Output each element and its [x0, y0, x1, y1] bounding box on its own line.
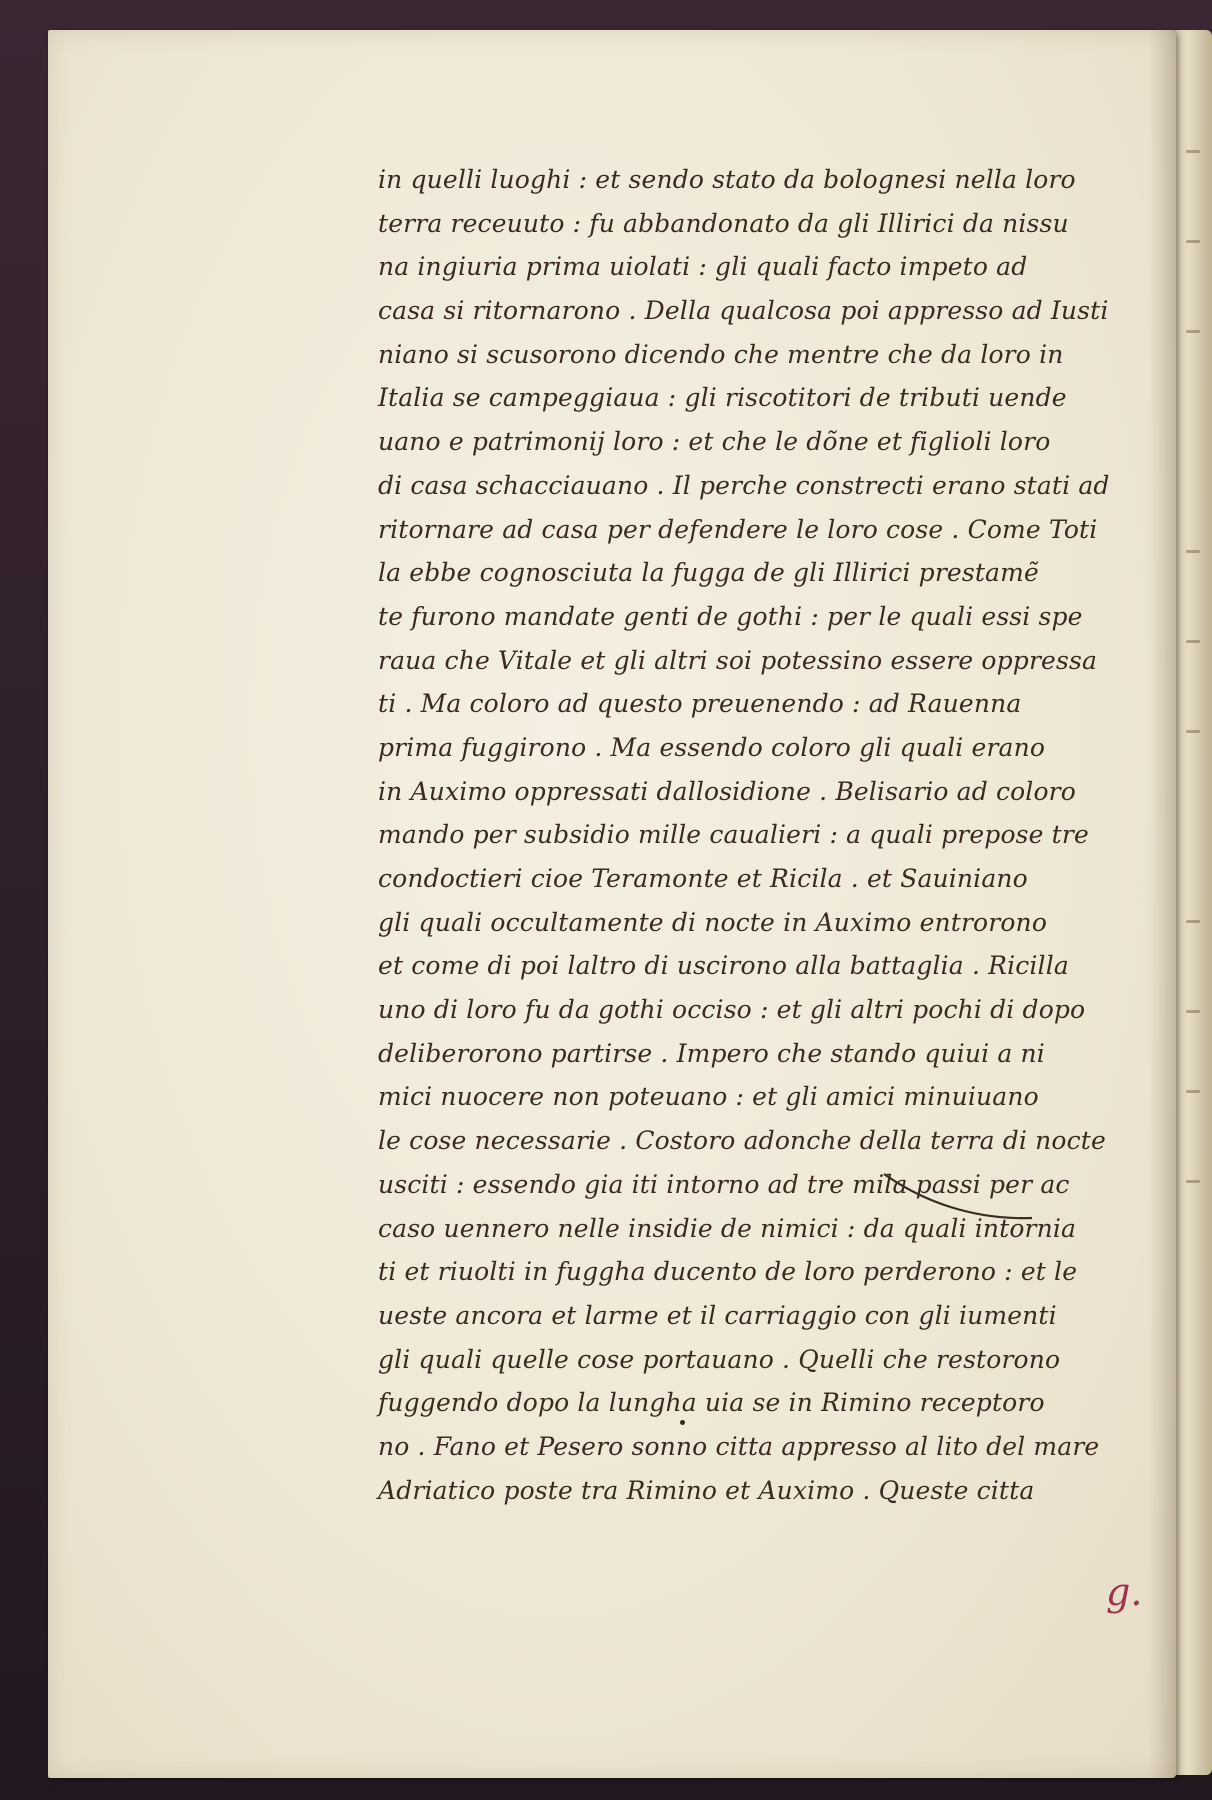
- catchword-flourish: [864, 1162, 1212, 1232]
- manuscript-line: prima fuggirono . Ma essendo coloro gli quali erano: [378, 732, 1046, 762]
- manuscript-line: ritornare ad casa per defendere le loro cose . Come Toti: [378, 514, 1098, 544]
- manuscript-line: mando per subsidio mille caualieri : a quali prepose tre: [378, 820, 1089, 850]
- manuscript-line: niano si scusorono dicendo che mentre che da loro in: [378, 339, 1064, 369]
- manuscript-line: mici nuocere non poteuano : et gli amici minuiuano: [378, 1082, 1039, 1112]
- manuscript-line: gli quali quelle cose portauano . Quelli che restorono: [378, 1344, 1061, 1374]
- ink-dot: [680, 1420, 685, 1425]
- manuscript-line: le cose necessarie . Costoro adonche della terra di nocte: [378, 1126, 1106, 1156]
- manuscript-line: na ingiuria prima uiolati : gli quali facto impeto ad: [378, 252, 1028, 282]
- manuscript-line: casa si ritornarono . Della qualcosa poi appresso ad Iusti: [378, 296, 1109, 326]
- manuscript-line: te furono mandate genti de gothi : per le quali essi spe: [378, 601, 1083, 631]
- manuscript-line: fuggendo dopo la lungha uia se in Rimino receptoro: [378, 1388, 1045, 1418]
- manuscript-line: deliberorono partirse . Impero che stando quiui a ni: [378, 1038, 1045, 1068]
- manuscript-line: no . Fano et Pesero sonno citta appresso al lito del mare: [378, 1431, 1100, 1461]
- manuscript-line: ueste ancora et larme et il carriaggio con gli iumenti: [378, 1300, 1057, 1330]
- page-edge-mark: [1186, 240, 1200, 243]
- manuscript-line: la ebbe cognosciuta la fugga de gli Illirici prestamẽ: [378, 558, 1039, 588]
- manuscript-line: uano e patrimonij loro : et che le dõne et figlioli loro: [378, 427, 1051, 457]
- manuscript-line: caso uennero nelle insidie de nimici : da quali intornia: [378, 1213, 1077, 1243]
- manuscript-line: di casa schacciauano . Il perche constrecti erano stati ad: [378, 470, 1110, 500]
- adjacent-page-edge: [1170, 30, 1212, 1775]
- flourish-stroke: [884, 1174, 1032, 1218]
- manuscript-line: in Auximo oppressati dallosidione . Belisario ad coloro: [378, 776, 1076, 806]
- manuscript-line: gli quali occultamente di nocte in Auximo entrorono: [378, 907, 1048, 937]
- manuscript-line: ti . Ma coloro ad questo preuenendo : ad Rauenna: [378, 689, 1022, 719]
- manuscript-line: in quelli luoghi : et sendo stato da bolognesi nella loro: [378, 165, 1076, 194]
- manuscript-line: terra receuuto : fu abbandonato da gli Illirici da nissu: [378, 208, 1069, 238]
- page-edge-mark: [1186, 640, 1200, 643]
- page-edge-mark: [1186, 1010, 1200, 1013]
- manuscript-line: uno di loro fu da gothi occiso : et gli altri pochi di dopo: [378, 995, 1086, 1025]
- manuscript-line: Adriatico poste tra Rimino et Auximo . Queste citta: [378, 1475, 1035, 1505]
- manuscript-line: et come di poi laltro di uscirono alla battaglia . Ricilla: [378, 951, 1069, 981]
- manuscript-line: Italia se campeggiaua : gli riscotitori de tributi uende: [378, 383, 1067, 413]
- page-edge-mark: [1186, 920, 1200, 923]
- text-block: [378, 158, 1168, 1512]
- manuscript-page: [48, 30, 1176, 1778]
- manuscript-line: ti et riuolti in fuggha ducento de loro perderono : et le: [378, 1257, 1078, 1287]
- page-edge-mark: [1186, 330, 1200, 333]
- page-edge-mark: [1186, 150, 1200, 153]
- manuscript-line: usciti : essendo gia iti intorno ad tre mila passi per ac: [378, 1169, 1070, 1199]
- page-edge-mark: [1186, 730, 1200, 733]
- manuscript-line: condoctieri cioe Teramonte et Ricila . et Sauiniano: [378, 864, 1028, 893]
- manuscript-line: raua che Vitale et gli altri soi potessino essere oppressa: [378, 645, 1098, 675]
- page-edge-mark: [1186, 550, 1200, 553]
- quire-mark: g.: [1106, 1570, 1143, 1614]
- page-edge-mark: [1186, 1090, 1200, 1093]
